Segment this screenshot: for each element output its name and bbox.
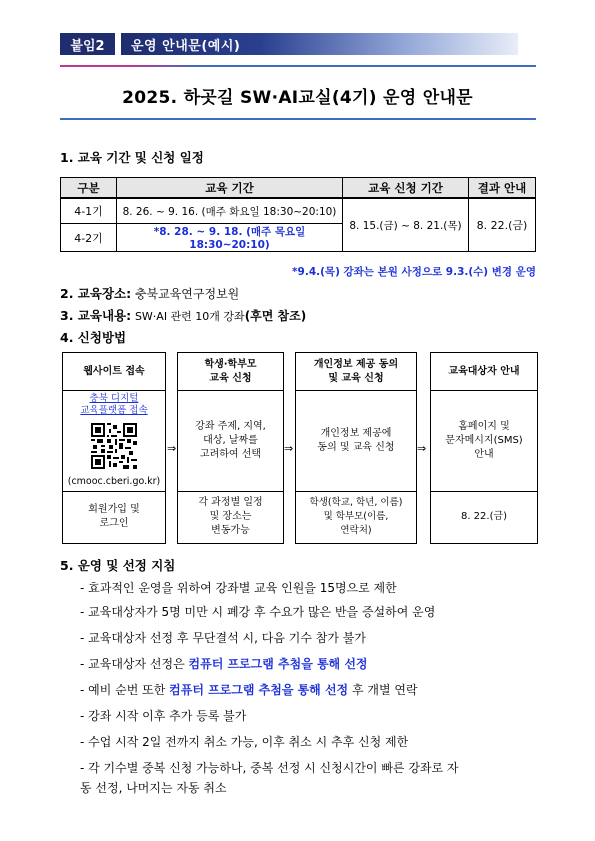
table-header: 구분: [61, 178, 117, 199]
section2-value: 충북교육연구정보원: [134, 287, 240, 301]
attachment-tag: 붙임2: [60, 33, 115, 55]
section3-value-bold: (후면 참조): [244, 309, 307, 323]
header-title: 운영 안내문(예시): [121, 33, 518, 55]
flow-step-bottom: 회원가입 및 로그인: [88, 504, 140, 529]
flow-step-head: 개인정보 제공 동의 및 교육 신청: [296, 353, 416, 391]
qr-caption: (cmooc.cberi.go.kr): [67, 476, 161, 487]
flow-step-notice: [430, 352, 538, 544]
flow-step-bottom: 학생(학교, 학년, 이름) 및 학부모(이름, 연락처): [309, 497, 403, 536]
page-title: 2025. 하곳길 SW·AI교실(4기) 운영 안내문: [122, 88, 473, 108]
section2-label: 2. 교육장소:: [60, 286, 132, 301]
section3: [60, 306, 306, 324]
section4-title: 4. 신청방법: [60, 330, 127, 345]
header-divider: [60, 65, 536, 67]
schedule-note: *9.4.(목) 강좌는 본원 사정으로 9.3.(수) 변경 운영: [292, 266, 536, 278]
flow-step-head: 웹사이트 접속: [63, 353, 165, 391]
arrow-right-icon: ⇒: [167, 442, 177, 455]
list-item: - 교육대상자 선정은 컴퓨터 프로그램 추첨을 통해 선정: [80, 657, 368, 671]
list-item: - 교육대상자가 5명 미만 시 폐강 후 수요가 많은 반을 증설하여 운영: [80, 605, 436, 619]
section5-title: 5. 운영 및 선정 지침: [60, 558, 176, 573]
table-header: 교육 기간: [117, 178, 343, 199]
flow-step-website: [62, 352, 166, 544]
table-cell: 8. 22.(금): [469, 198, 536, 252]
title-divider: [60, 118, 536, 120]
section3-label: 3. 교육내용:: [60, 308, 132, 323]
list-item: - 효과적인 운영을 위하여 강좌별 교육 인원을 15명으로 제한: [80, 581, 397, 595]
flow-step-head: 교육대상자 안내: [431, 353, 537, 391]
section1-title: 1. 교육 기간 및 신청 일정: [60, 150, 204, 165]
table-header: 교육 신청 기간: [343, 178, 469, 199]
flow-step-bottom: 각 과정별 일정 및 장소는 변동가능: [198, 497, 263, 536]
table-header: 결과 안내: [469, 178, 536, 199]
table-row: [61, 198, 536, 224]
arrow-right-icon: ⇒: [284, 442, 294, 455]
table-cell: 8. 15.(금) ~ 8. 21.(목): [343, 198, 469, 252]
list-item: - 각 기수별 중복 신청 가능하나, 중복 선정 시 신청시간이 빠른 강좌로 자 동 선정, 나머지는 자동 취소: [80, 761, 459, 795]
header-band: [60, 33, 518, 55]
flow-step-middle: 개인정보 제공에 동의 및 교육 신청: [317, 428, 395, 453]
section3-value: SW·AI 관련 10개 강좌: [134, 310, 245, 323]
flow-step-consent: [295, 352, 417, 544]
schedule-table: [60, 177, 536, 252]
table-cell: 4-1기: [61, 198, 117, 224]
table-cell: *8. 28. ~ 9. 18. (매주 목요일 18:30~20:10): [117, 224, 343, 252]
platform-link[interactable]: 충북 디지털 교육플랫폼 접속: [80, 393, 148, 416]
flow-step-bottom: 8. 22.(금): [460, 511, 508, 522]
qr-code-icon[interactable]: [91, 423, 137, 469]
list-item: - 교육대상자 선정 후 무단결석 시, 다음 기수 참가 불가: [80, 631, 366, 645]
flow-step-middle: 홈페이지 및 문자메시지(SMS) 안내: [445, 421, 523, 460]
table-cell: 8. 26. ~ 9. 16. (매주 화요일 18:30~20:10): [117, 198, 343, 224]
list-item: - 수업 시작 2일 전까지 취소 가능, 이후 취소 시 추후 신청 제한: [80, 735, 409, 749]
list-item: - 강좌 시작 이후 추가 등록 불가: [80, 709, 247, 723]
flow-step-head: 학생·학부모 교육 신청: [178, 353, 283, 391]
table-cell: 4-2기: [61, 224, 117, 252]
section2: [60, 284, 239, 302]
list-item: - 예비 순번 또한 컴퓨터 프로그램 추첨을 통해 선정 후 개별 연락: [80, 683, 418, 697]
flow-step-apply: [177, 352, 284, 544]
flow-step-middle: 강좌 주제, 지역, 대상, 날짜를 고려하여 선택: [195, 421, 266, 460]
arrow-right-icon: ⇒: [417, 442, 427, 455]
table-header-row: [61, 178, 536, 199]
